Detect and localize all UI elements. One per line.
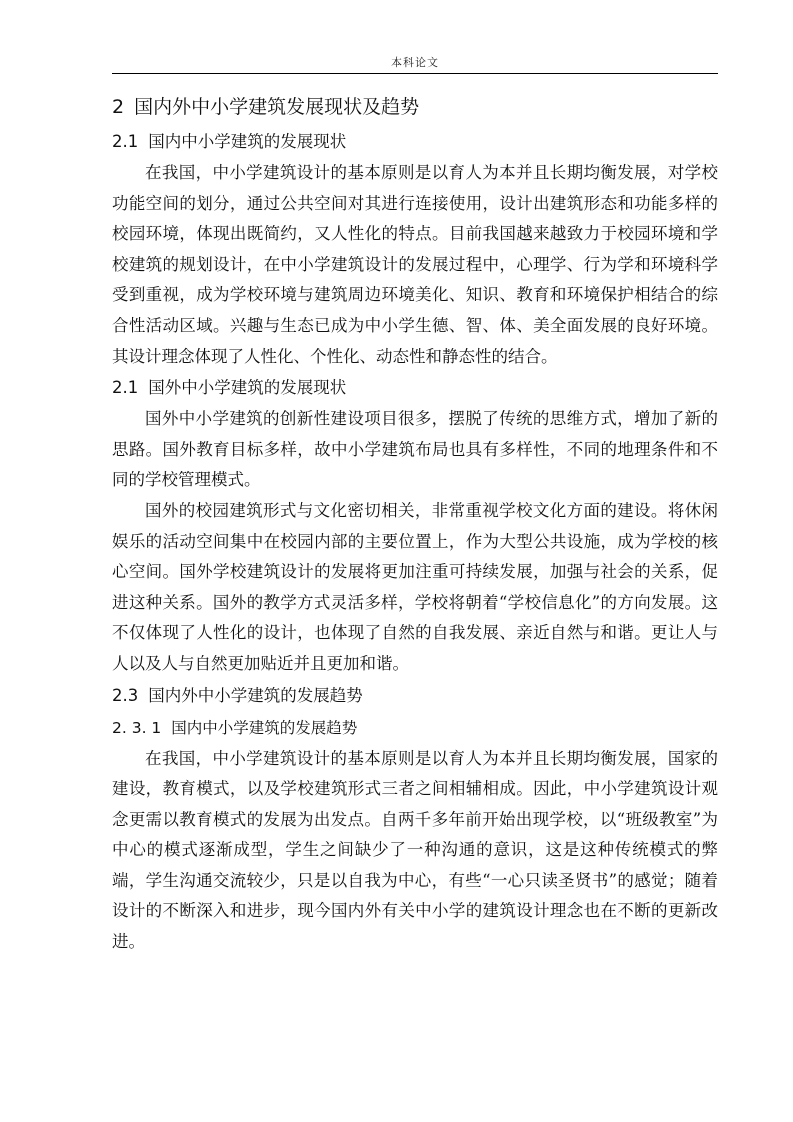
paragraph: 国外的校园建筑形式与文化密切相关，非常重视学校文化方面的建设。将休闲娱乐的活动空间集中在校园内部的主要位置上，作为大型公共设施，成为学校的核心空间。国外学校建筑设计的发展将更加注重可持续发展，加强与社会的关系，促进这种关系。国外的教学方式灵活多样，学校将朝着“学校信息化”的方向发展。这不仅体现了人性化的设计，也体现了自然的自我发展、亲近自然与和谐。更让人与人以及人与自然更加贴近并且更加和谐。 xyxy=(112,500,718,673)
paragraph: 在我国，中小学建筑设计的基本原则是以育人为本并且长期均衡发展，国家的建设，教育模式，以及学校建筑形式三者之间相辅相成。因此，中小学建筑设计观念更需以教育模式的发展为出发点。自两千多年前开始出现学校，以“班级教室”为中心的模式逐渐成型，学生之间缺少了一种沟通的意识，这是这种传统模式的弊端，学生沟通交流较少，只是以自我为中心，有些“一心只读圣贤书”的感觉；随着设计的不断深入和进步，现今国内外有关中小学的建筑设计理念也在不断的更新改进。 xyxy=(112,748,718,952)
subsubsection-heading-domestic-trends xyxy=(112,712,718,744)
section-title: 国内外中小学建筑发展现状及趋势 xyxy=(134,96,420,118)
subsection-number: 2.1 xyxy=(112,378,139,398)
subsection-number: 2.1 xyxy=(112,132,139,151)
subsection-title: 国内外中小学建筑的发展趋势 xyxy=(148,685,363,705)
paragraph: 国外中小学建筑的创新性建设项目很多，摆脱了传统的思维方式，增加了新的思路。国外教育目标多样，故中小学建筑布局也具有多样性，不同的地理条件和不同的学校管理模式。 xyxy=(112,409,718,490)
subsection-number: 2.3 xyxy=(112,685,139,705)
subsection-title: 国外中小学建筑的发展现状 xyxy=(148,378,347,398)
paragraph: 在我国，中小学建筑设计的基本原则是以育人为本并且长期均衡发展，对学校功能空间的划分，通过公共空间对其进行连接使用，设计出建筑形态和功能多样的校园环境，体现出既简约，又人性化的特点。目前我国越来越致力于校园环境和学校建筑的规划设计，在中小学建筑设计的发展过程中，心理学、行为学和环境科学受到重视，成为学校环境与建筑周边环境美化、知识、教育和环境保护相结合的综合性活动区域。兴趣与生态已成为中小学生德、智、体、美全面发展的良好环境。其设计理念体现了人性化、个性化、动态性和静态性的结合。 xyxy=(112,163,718,366)
section-number: 2 xyxy=(112,96,125,118)
section-heading xyxy=(112,90,718,124)
page-content xyxy=(112,90,718,958)
subsection-heading-domestic-status xyxy=(112,126,718,158)
subsection-heading-trends xyxy=(112,680,718,712)
running-header: 本科论文 xyxy=(391,56,439,69)
header-rule xyxy=(112,73,718,74)
subsubsection-title: 国内中小学建筑的发展趋势 xyxy=(171,718,358,737)
subsection-title: 国内中小学建筑的发展现状 xyxy=(148,132,347,151)
subsection-heading-foreign-status xyxy=(112,372,718,404)
subsubsection-number: 2. 3. 1 xyxy=(112,718,162,737)
